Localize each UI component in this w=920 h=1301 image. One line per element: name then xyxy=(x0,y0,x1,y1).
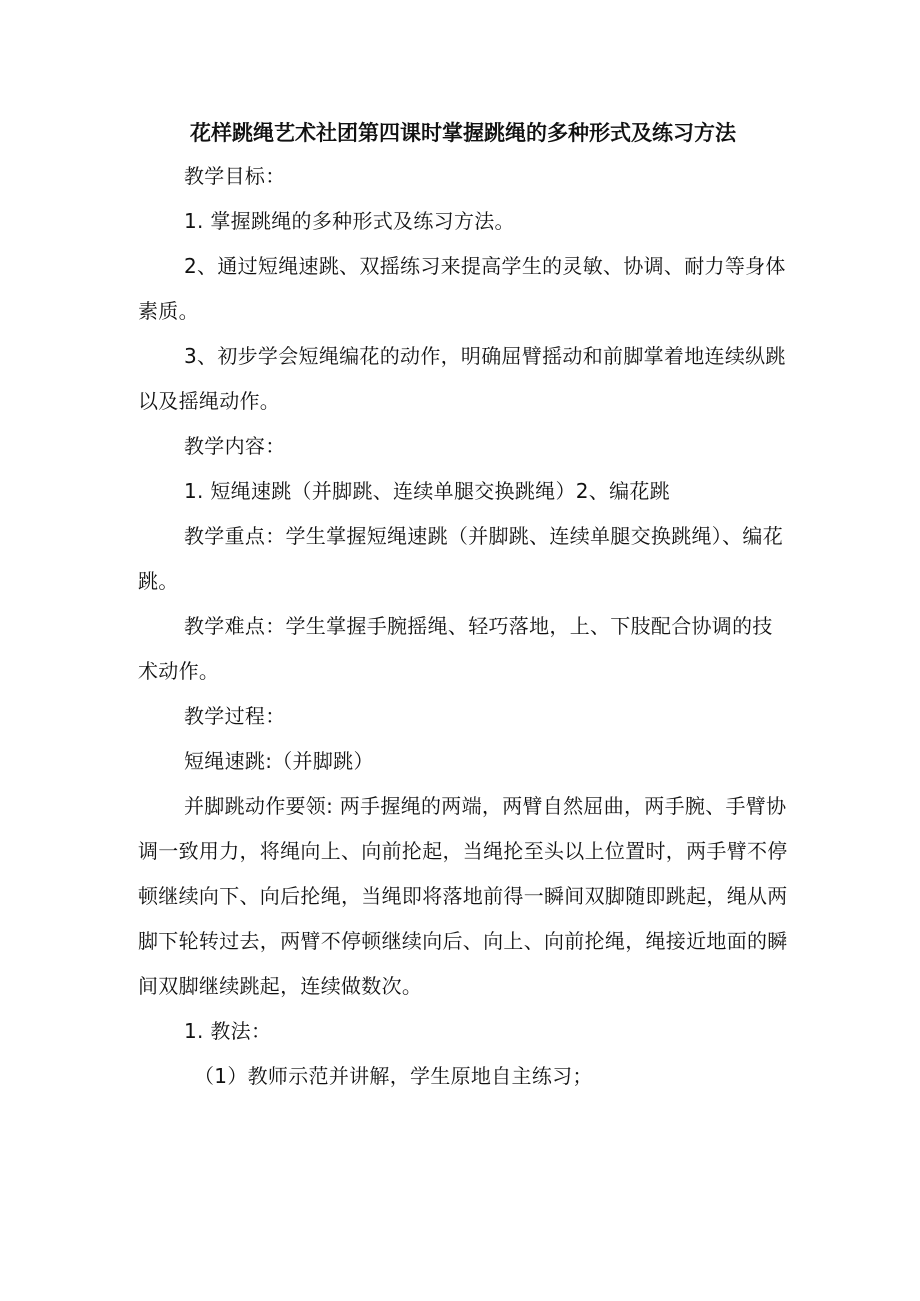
goal-item-1: 1. 掌握跳绳的多种形式及练习方法。 xyxy=(184,209,515,233)
jump-technique-description: 并脚跳动作要领: 两手握绳的两端，两臂自然屈曲，两手腕、手臂协调一致用力，将绳向上、向前抡起，当绳抡至头以上位置时，两手臂不停顿继续向下、向后抡绳，当绳即将落地前得一瞬间双脚随即跳起，绳从两脚下轮转过去，两臂不停顿继续向后、向上、向前抡绳，绳接近地面的瞬间双脚继续跳起，连续做数次。 xyxy=(138,794,788,998)
teaching-content-item: 1. 短绳速跳（并脚跳、连续单腿交换跳绳）2、编花跳 xyxy=(184,479,670,503)
teaching-process-heading: 教学过程： xyxy=(184,704,286,728)
teaching-method-heading: 1. 教法： xyxy=(184,1019,272,1043)
teaching-goals-heading: 教学目标： xyxy=(184,164,286,188)
short-rope-speed-jump-heading: 短绳速跳:（并脚跳） xyxy=(184,749,374,773)
teaching-difficulties: 教学难点：学生掌握手腕摇绳、轻巧落地，上、下肢配合协调的技术动作。 xyxy=(138,614,773,683)
teaching-content-heading: 教学内容： xyxy=(184,434,286,458)
goal-item-3: 3、初步学会短绳编花的动作，明确屈臂摇动和前脚掌着地连续纵跳以及摇绳动作。 xyxy=(138,344,786,413)
teaching-key-points: 教学重点：学生掌握短绳速跳（并脚跳、连续单腿交换跳绳）、编花跳。 xyxy=(138,524,783,593)
goal-item-2: 2、通过短绳速跳、双摇练习来提高学生的灵敏、协调、耐力等身体素质。 xyxy=(138,254,786,323)
document-title: 花样跳绳艺术社团第四课时掌握跳绳的多种形式及练习方法 xyxy=(190,121,736,145)
teaching-method-step-1: （1）教师示范并讲解，学生原地自主练习； xyxy=(194,1064,593,1088)
document-body xyxy=(138,112,788,1099)
